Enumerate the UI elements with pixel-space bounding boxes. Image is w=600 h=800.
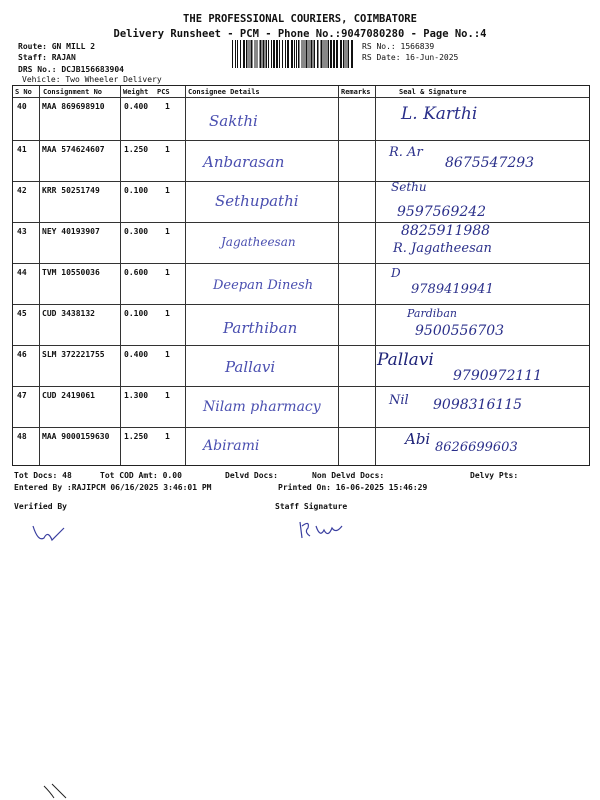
row-sno: 44 [17, 268, 27, 277]
col-seal-signature: Seal & Signature [399, 88, 467, 96]
row-sno: 41 [17, 145, 27, 154]
entered-by: Entered By :RAJIPCM 06/16/2025 3:46:01 PM [14, 483, 212, 492]
row-consignment: CUD 3438132 [42, 309, 95, 318]
non-delivered-docs: Non Delvd Docs: [312, 471, 385, 480]
row-weight: 1.300 [124, 391, 149, 400]
signature: R. Ar [389, 145, 423, 160]
consignee-name: Deepan Dinesh [213, 278, 314, 293]
staff-label: Staff: RAJAN [18, 53, 76, 62]
consignee-name: Pallavi [225, 358, 276, 376]
row-weight: 1.250 [124, 432, 149, 441]
phone-number: 9098316115 [433, 397, 523, 413]
staff-signature-label: Staff Signature [275, 502, 348, 511]
phone-number: 9500556703 [415, 323, 505, 339]
col-consignment: Consignment No [43, 88, 103, 96]
verifier-signature [30, 518, 70, 548]
route-label: Route: GN MILL 2 [18, 42, 96, 51]
row-pcs: 1 [165, 391, 170, 400]
delivery-points: Delvy Pts: [470, 471, 519, 480]
printed-on: Printed On: 16-06-2025 15:46:29 [278, 483, 428, 492]
delivered-docs: Delvd Docs: [225, 471, 278, 480]
row-pcs: 1 [165, 102, 170, 111]
staff-signature [296, 516, 346, 542]
barcode [231, 40, 357, 68]
row-pcs: 1 [165, 227, 170, 236]
col-weight: Weight [123, 88, 149, 96]
row-weight: 0.400 [124, 350, 149, 359]
vehicle-label: Vehicle: Two Wheeler Delivery [22, 75, 162, 84]
row-pcs: 1 [165, 145, 170, 154]
row-sno: 42 [17, 186, 27, 195]
rs-date: RS Date: 16-Jun-2025 [362, 53, 459, 62]
row-weight: 0.100 [124, 186, 149, 195]
row-pcs: 1 [165, 350, 170, 359]
rs-number: RS No.: 1566839 [362, 42, 435, 51]
col-sno: S No [15, 88, 32, 96]
row-consignment: TVM 10550036 [42, 268, 100, 277]
consignee-name: Sakthi [209, 112, 258, 130]
row-consignment: KRR 50251749 [42, 186, 100, 195]
col-consignee: Consignee Details [188, 88, 260, 96]
row-sno: 43 [17, 227, 27, 236]
row-weight: 1.250 [124, 145, 149, 154]
row-pcs: 1 [165, 268, 170, 277]
consignee-name: Jagatheesan [221, 235, 296, 249]
signature: R. Jagatheesan [393, 241, 492, 256]
row-sno: 40 [17, 102, 27, 111]
signature: Pallavi [377, 350, 434, 370]
phone-number: 9790972111 [453, 368, 543, 384]
signature: Sethu [391, 180, 427, 194]
row-consignment: CUD 2419061 [42, 391, 95, 400]
consignee-name: Abirami [203, 438, 260, 454]
phone-number: 9597569242 [397, 204, 487, 220]
col-remarks: Remarks [341, 88, 371, 96]
signature: Pardiban [407, 307, 457, 320]
drs-number: DRS No.: DCJB156683904 [18, 65, 124, 74]
row-sno: 48 [17, 432, 27, 441]
consignee-name: Anbarasan [203, 153, 285, 171]
consignee-name: Parthiban [223, 319, 298, 337]
signature: L. Karthi [401, 104, 478, 124]
col-pcs: PCS [157, 88, 170, 96]
row-sno: 45 [17, 309, 27, 318]
row-consignment: MAA 869698910 [42, 102, 105, 111]
row-pcs: 1 [165, 309, 170, 318]
row-sno: 46 [17, 350, 27, 359]
row-consignment: SLM 372221755 [42, 350, 105, 359]
row-weight: 0.600 [124, 268, 149, 277]
phone-number: 8825911988 [401, 223, 491, 239]
row-pcs: 1 [165, 186, 170, 195]
consignee-name: Sethupathi [215, 192, 299, 210]
phone-number: 8675547293 [445, 155, 535, 171]
signature: D [391, 266, 401, 280]
row-weight: 0.300 [124, 227, 149, 236]
row-consignment: MAA 9000159630 [42, 432, 110, 441]
delivery-table [12, 85, 590, 466]
runsheet-subtitle: Delivery Runsheet - PCM - Phone No.:9047080280 - Page No.:4 [113, 28, 487, 40]
total-cod-amount: Tot COD Amt: 0.00 [100, 471, 182, 480]
row-weight: 0.100 [124, 309, 149, 318]
row-sno: 47 [17, 391, 27, 400]
verified-by-label: Verified By [14, 502, 67, 511]
phone-number: 9789419941 [411, 282, 494, 297]
stray-mark [40, 782, 70, 800]
company-title: THE PROFESSIONAL COURIERS, COIMBATORE [183, 13, 417, 25]
row-pcs: 1 [165, 432, 170, 441]
row-weight: 0.400 [124, 102, 149, 111]
row-consignment: MAA 574624607 [42, 145, 105, 154]
phone-number: 8626699603 [435, 440, 518, 455]
signature: Abi [405, 430, 431, 448]
consignee-name: Nilam pharmacy [203, 399, 321, 415]
row-consignment: NEY 40193907 [42, 227, 100, 236]
signature: Nil [389, 393, 409, 408]
total-docs: Tot Docs: 48 [14, 471, 72, 480]
